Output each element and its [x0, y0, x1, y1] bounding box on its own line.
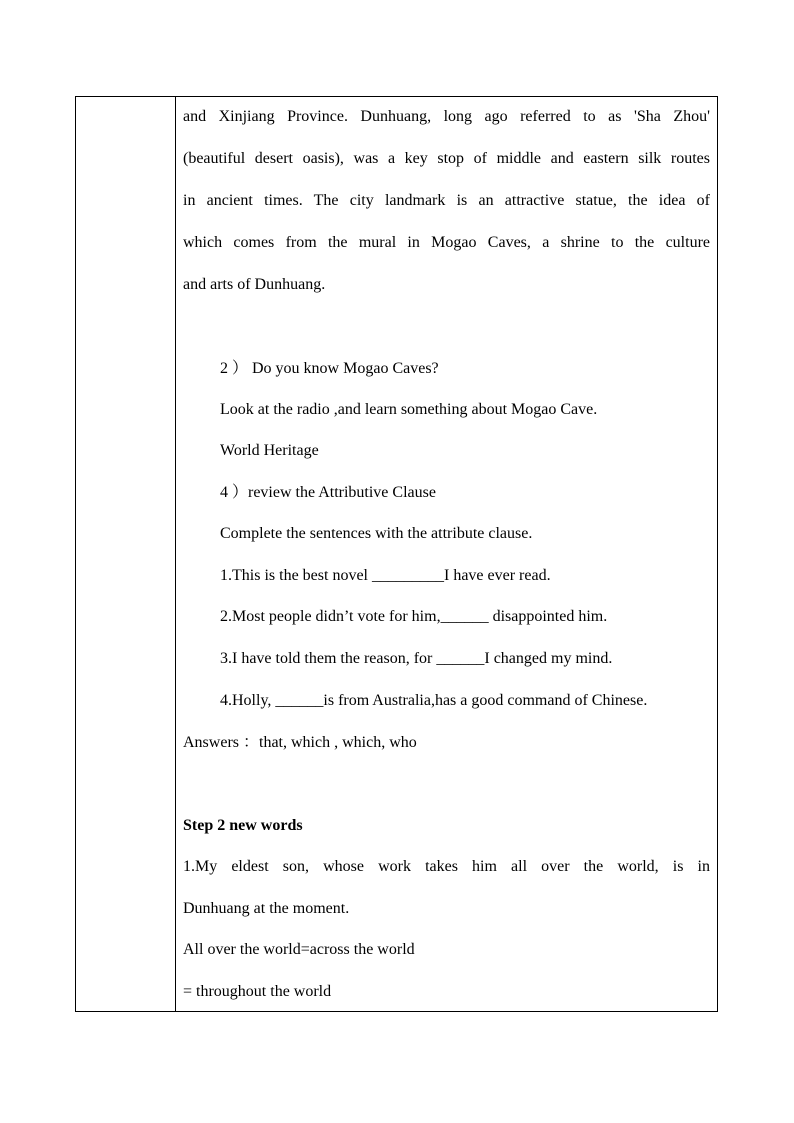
- paragraph-line: (beautiful desert oasis), was a key stop of middle and eastern silk routes: [183, 150, 710, 167]
- answers-line: Answers ：that, which , which, who: [183, 734, 417, 751]
- step-line: = throughout the world: [183, 983, 332, 1000]
- left-column-cell: [76, 97, 176, 1011]
- exercise-sentence: 3.I have told them the reason, for ______I changed my mind.: [220, 650, 613, 667]
- question-item: 2 ） Do you know Mogao Caves?: [220, 360, 439, 377]
- step-line: Dunhuang at the moment.: [183, 900, 350, 917]
- instruction-line: Look at the radio ,and learn something about Mogao Cave.: [220, 401, 598, 418]
- exercise-sentence: 4.Holly, ______is from Australia,has a good command of Chinese.: [220, 692, 648, 709]
- paragraph-line: which comes from the mural in Mogao Caves, a shrine to the culture: [183, 234, 710, 251]
- question-item: 4 ）review the Attributive Clause: [220, 484, 436, 501]
- instruction-line: Complete the sentences with the attribute clause.: [220, 525, 533, 542]
- step-line: All over the world=across the world: [183, 941, 415, 958]
- content-cell: [176, 97, 717, 1011]
- lesson-table: [75, 96, 718, 1012]
- paragraph-line: and arts of Dunhuang.: [183, 276, 326, 293]
- paragraph-line: and Xinjiang Province. Dunhuang, long ago referred to as 'Sha Zhou': [183, 108, 710, 125]
- paragraph-line: in ancient times. The city landmark is an attractive statue, the idea of: [183, 192, 710, 209]
- instruction-line: World Heritage: [220, 442, 319, 459]
- exercise-sentence: 2.Most people didn’t vote for him,______ disappointed him.: [220, 608, 608, 625]
- step-line: 1.My eldest son, whose work takes him all over the world, is in: [183, 858, 710, 875]
- step-heading: Step 2 new words: [183, 817, 303, 834]
- exercise-sentence: 1.This is the best novel _________I have ever read.: [220, 567, 551, 584]
